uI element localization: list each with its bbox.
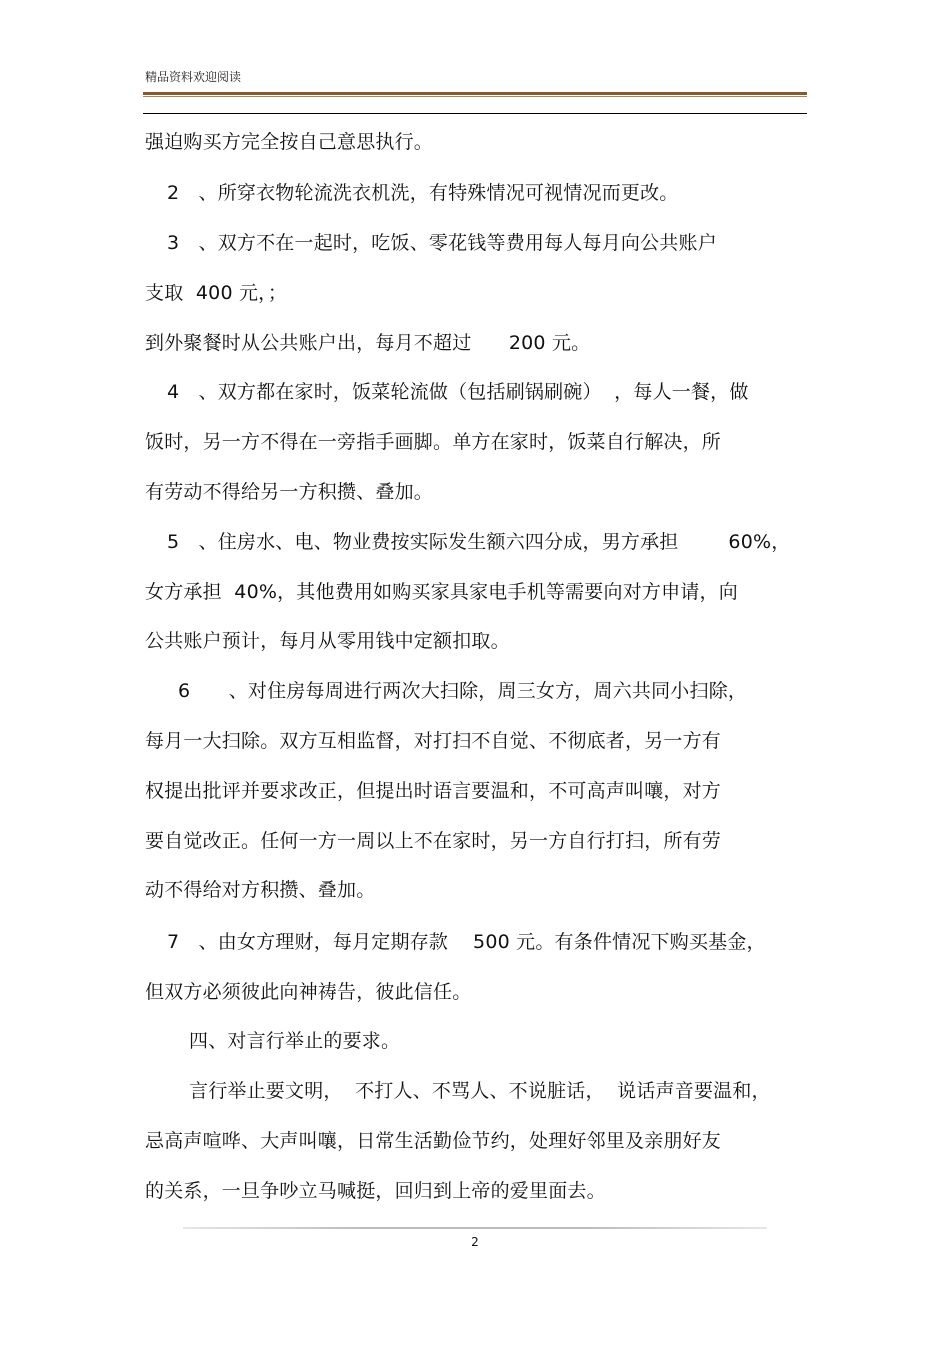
body-line: 要自觉改正。任何一方一周以上不在家时，另一方自行打扫，所有劳 (145, 830, 722, 852)
header-rule-black (143, 113, 807, 114)
body-line: 动不得给对方积攒、叠加。 (145, 879, 376, 901)
body-line: 言行举止要文明， 不打人、不骂人、不说脏话， 说话声音要温和， (189, 1080, 771, 1102)
body-line: 7 、由女方理财，每月定期存款 500 元。有条件情况下购买基金， (167, 931, 766, 953)
body-line: 4 、双方都在家时，饭菜轮流做（包括刷锅刷碗） ，每人一餐，做 (167, 381, 749, 403)
header-rule-thick (143, 92, 807, 95)
footer-rule (183, 1227, 767, 1229)
body-line: 公共账户预计，每月从零用钱中定额扣取。 (145, 630, 510, 652)
body-line: 2 、所穿衣物轮流洗衣机洗，有特殊情况可视情况而更改。 (167, 182, 679, 204)
body-line: 权提出批评并要求改正，但提出时语言要温和，不可高声叫嚷，对方 (145, 780, 722, 802)
body-line: 饭时，另一方不得在一旁指手画脚。单方在家时，饭菜自行解决，所 (145, 431, 722, 453)
running-header: 精品资料欢迎阅读 (145, 70, 242, 84)
body-line: 支取 400 元，； (145, 282, 288, 304)
body-line: 的关系，一旦争吵立马喊挺，回归到上帝的爱里面去。 (145, 1180, 606, 1202)
body-line: 忌高声喧哗、大声叫嚷，日常生活勤俭节约，处理好邻里及亲朋好友 (145, 1130, 722, 1152)
body-line: 6 、对住房每周进行两次大扫除，周三女方，周六共同小扫除， (178, 680, 748, 702)
body-line: 有劳动不得给另一方积攒、叠加。 (145, 481, 434, 503)
body-line: 5 、住房水、电、物业费按实际发生额六四分成，男方承担 60%， (167, 531, 791, 553)
body-line: 女方承担 40%，其他费用如购买家具家电手机等需要向对方申请，向 (145, 581, 738, 603)
body-line: 强迫购买方完全按自己意思执行。 (145, 131, 434, 153)
page-number: 2 (471, 1235, 479, 1249)
section-heading: 四、对言行举止的要求。 (189, 1030, 401, 1052)
body-line: 到外聚餐时从公共账户出，每月不超过 200 元。 (145, 332, 591, 354)
body-line: 每月一大扫除。双方互相监督，对打扫不自觉、不彻底者，另一方有 (145, 730, 722, 752)
body-line: 3 、双方不在一起时，吃饭、零花钱等费用每人每月向公共账户 (167, 232, 717, 254)
body-line: 但双方必须彼此向神祷告，彼此信任。 (145, 981, 472, 1003)
header-rule-thin (143, 96, 807, 97)
